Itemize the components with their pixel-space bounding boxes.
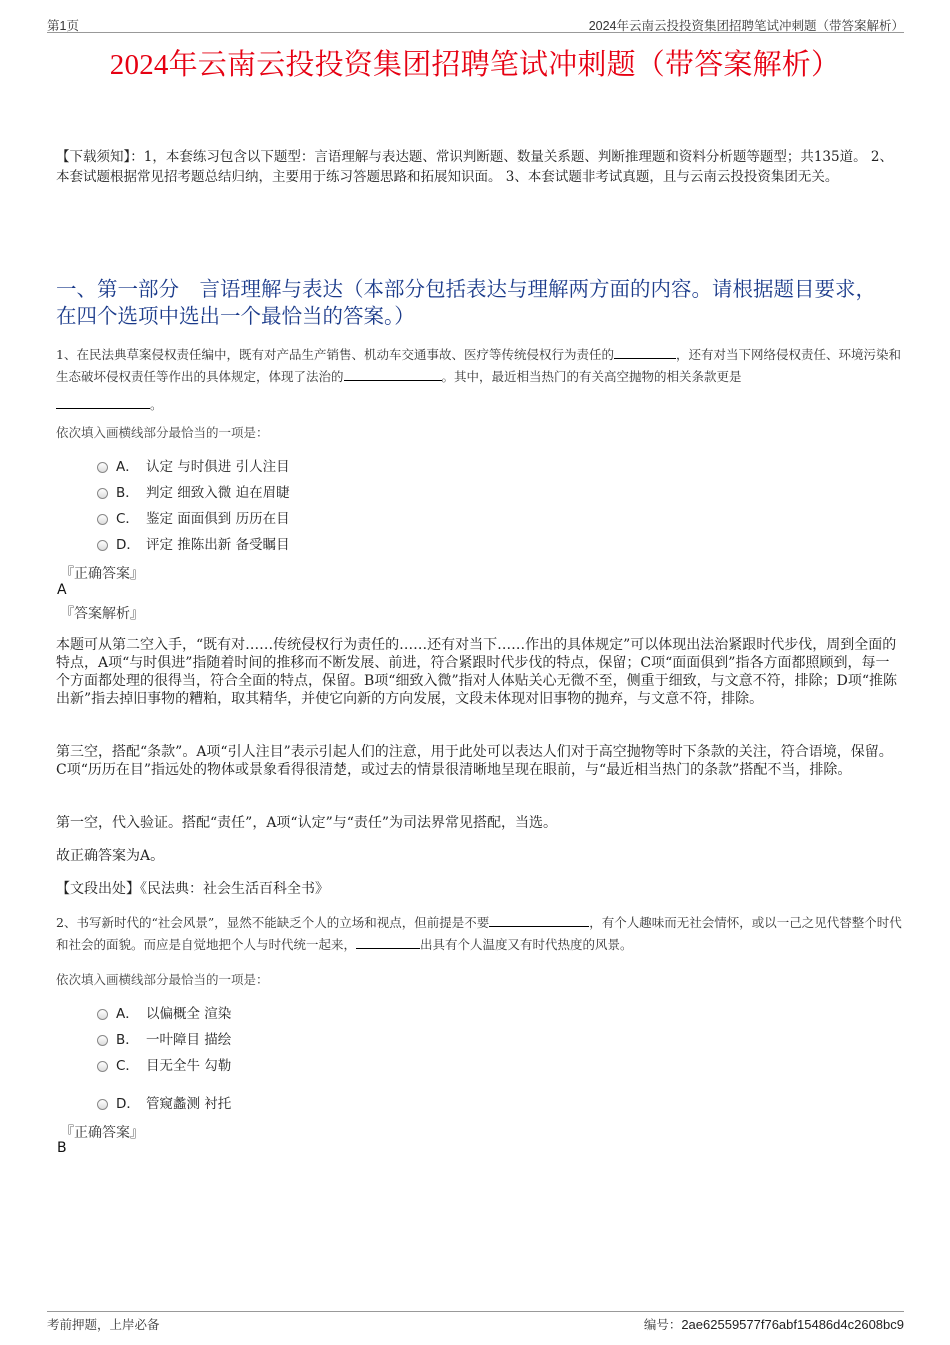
option-text: 目无全牛 勾勒 (146, 1058, 232, 1074)
footer-slogan: 考前押题，上岸必备 (47, 1318, 160, 1332)
q1-answer: A (57, 582, 67, 598)
option-text: 以偏概全 渲染 (146, 1006, 232, 1022)
option-text: 鉴定 面面俱到 历历在目 (146, 511, 290, 527)
section-heading: 一、第一部分 言语理解与表达（本部分包括表达与理解两方面的内容。请根据题目要求，在四个选项中选出一个最恰当的答案。） (56, 277, 876, 328)
question-2-stem (56, 912, 902, 956)
radio-button-icon[interactable] (97, 1099, 108, 1110)
q2-option-b[interactable] (97, 1027, 231, 1049)
radio-button-icon[interactable] (97, 462, 108, 473)
option-text: 认定 与时俱进 引人注目 (146, 459, 290, 475)
option-letter: C． (116, 1058, 139, 1074)
stem-text: 出具有个人温度又有时代热度的风景。 (420, 937, 633, 952)
option-letter: A． (116, 459, 139, 475)
header-doc-title: 2024年云南云投投资集团招聘笔试冲刺题（带答案解析） (588, 19, 904, 33)
q1-analysis-para-3: 第一空，代入验证。搭配“责任”，A项“认定”与“责任”为司法界常见搭配，当选。 (56, 815, 558, 831)
fill-blank (56, 394, 150, 409)
q1-analysis-label: 『答案解析』 (60, 606, 144, 622)
q2-answer: B (57, 1140, 67, 1156)
stem-text: 。 (150, 397, 163, 412)
question-2-prompt: 依次填入画横线部分最恰当的一项是： (56, 972, 269, 987)
document-title: 2024年云南云投投资集团招聘笔试冲刺题（带答案解析） (109, 49, 841, 81)
q2-option-d[interactable] (97, 1091, 231, 1113)
radio-button-icon[interactable] (97, 1061, 108, 1072)
option-letter: D． (116, 537, 140, 553)
q1-option-a[interactable] (97, 454, 290, 476)
fill-blank (356, 934, 420, 949)
fill-blank (344, 366, 442, 381)
page-number: 第1页 (47, 19, 79, 33)
option-letter: A． (116, 1006, 139, 1022)
code-value: 2ae62559577f76abf15486d4c2608bc9 (681, 1317, 904, 1332)
q1-option-c[interactable] (97, 506, 290, 528)
stem-text: ，还有对当下网络侵权责任、环境污染和生态破坏侵权责任等作出的具体规定，体现了法治的 (56, 347, 901, 384)
option-letter: C． (116, 511, 139, 527)
stem-text: 2、书写新时代的“社会风景”，显然不能缺乏个人的立场和视点，但前提是不要 (56, 915, 490, 930)
page-footer (47, 1311, 904, 1332)
option-text: 一叶障目 描绘 (146, 1032, 232, 1048)
option-letter: B． (116, 485, 139, 501)
question-1-prompt: 依次填入画横线部分最恰当的一项是： (56, 425, 269, 440)
radio-button-icon[interactable] (97, 1035, 108, 1046)
q1-option-d[interactable] (97, 532, 290, 554)
option-letter: D． (116, 1096, 140, 1112)
option-text: 评定 推陈出新 备受瞩目 (146, 537, 290, 553)
q1-option-b[interactable] (97, 480, 290, 502)
stem-text: ，有个人趣味而无社会情怀，或以一己之见代替整个时代和社会的面貌。而应是自觉地把个人与时代统一起来， (56, 915, 902, 952)
option-text: 判定 细致入微 迫在眉睫 (146, 485, 290, 501)
question-1-stem (56, 344, 902, 416)
q1-answer-label: 『正确答案』 (60, 566, 144, 582)
option-text: 管窥蠡测 衬托 (146, 1096, 232, 1112)
radio-button-icon[interactable] (97, 540, 108, 551)
option-letter: B． (116, 1032, 139, 1048)
download-notice: 【下载须知】：1，本套练习包含以下题型：言语理解与表达题、常识判断题、数量关系题、判断推理题和资料分析题等题型；共135道。 2、本套试题根据常见招考题总结归纳，主要用于练习答题思路和拓展知识面。 3、本套试题非考试真题，且与云南云投投资集团无关。 (56, 149, 893, 185)
q2-answer-label: 『正确答案』 (60, 1125, 144, 1141)
radio-button-icon[interactable] (97, 514, 108, 525)
footer-code (644, 1315, 904, 1333)
q2-option-c[interactable] (97, 1053, 231, 1075)
q2-option-a[interactable] (97, 1001, 231, 1023)
stem-text: 1、在民法典草案侵权责任编中，既有对产品生产销售、机动车交通事故、医疗等传统侵权行为责任的 (56, 347, 614, 362)
radio-button-icon[interactable] (97, 1009, 108, 1020)
page-header (47, 14, 904, 33)
code-label: 编号： (643, 1318, 682, 1332)
q1-analysis-para-2: 第三空，搭配“条款”。A项“引人注目”表示引起人们的注意，用于此处可以表达人们对于高空抛物等时下条款的关注，符合语境，保留。C项“历历在目”指远处的物体或景象看得很清楚，或过去的情景很清晰地呈现在眼前，与“最近相当热门的条款”搭配不当，排除。 (56, 744, 893, 778)
q1-analysis-para-1: 本题可从第二空入手，“既有对……传统侵权行为责任的……还有对当下……作出的具体规定”可以体现出法治紧跟时代步伐，周到全面的特点，A项“与时俱进”指随着时间的推移而不断发展、前进，符合紧跟时代步伐的特点，保留；C项“面面俱到”指各方面都照顾到，每一个方面都处理的很得当，符合全面的特点，保留。B项“细致入微”指对人体贴关心无微不至，侧重于细致，与文意不符，排除；D项“推陈出新”指去掉旧事物的糟粕，取其精华，并使它向新的方向发展，文段未体现对旧事物的抛弃，与文意不符，排除。 (56, 637, 897, 707)
fill-blank (614, 344, 676, 359)
q1-analysis-para-4: 故正确答案为A。 (56, 848, 165, 864)
stem-text: 。其中，最近相当热门的有关高空抛物的相关条款更是 (441, 369, 742, 384)
q1-source: 【文段出处】《民法典：社会生活百科全书》 (56, 881, 329, 897)
fill-blank (489, 912, 589, 927)
radio-button-icon[interactable] (97, 488, 108, 499)
